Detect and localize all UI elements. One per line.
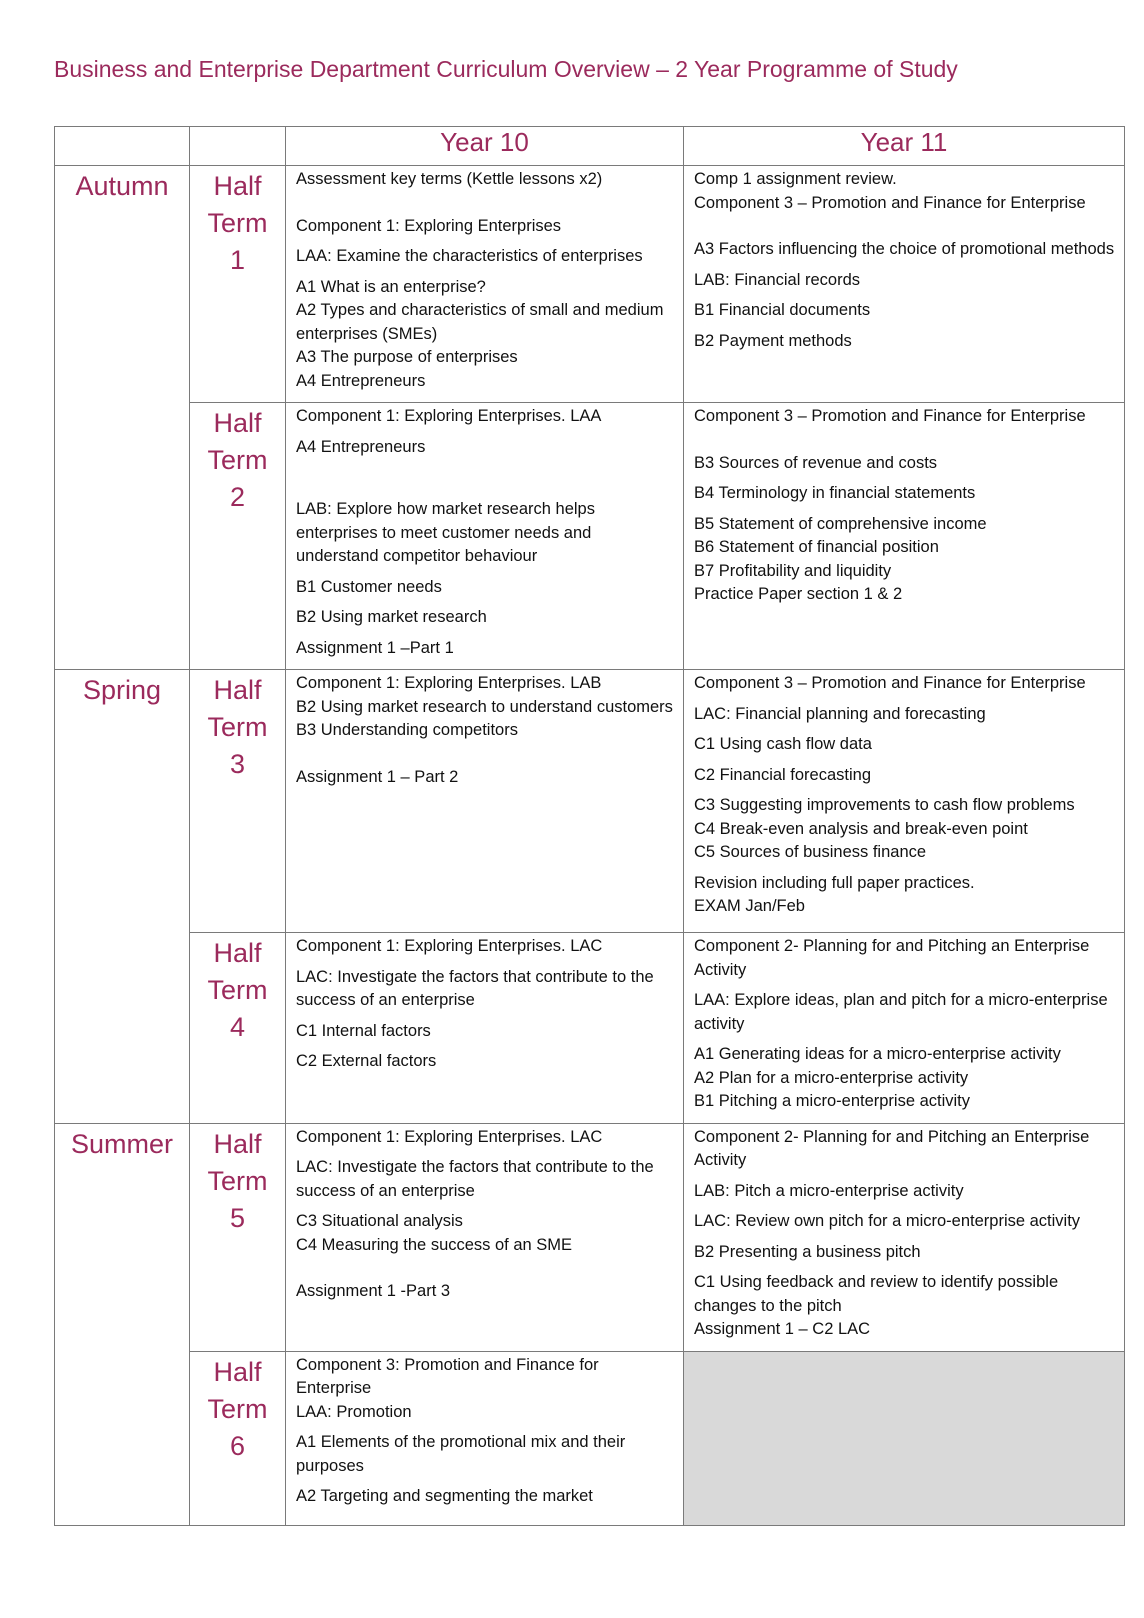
cell-line: LAC: Investigate the factors that contribute to the success of an enterprise <box>296 1158 654 1200</box>
cell-line: Revision including full paper practices. <box>694 873 975 892</box>
blank-line <box>296 466 674 482</box>
cell-paragraph <box>296 606 674 630</box>
year10-cell <box>286 1123 684 1351</box>
year10-cell <box>286 933 684 1124</box>
cell-line: Component 1: Exploring Enterprises. LAB <box>296 674 602 692</box>
cell-paragraph <box>296 1210 674 1257</box>
cell-paragraph <box>694 405 1115 429</box>
cell-paragraph <box>694 168 1115 215</box>
cell-line: LAA: Examine the characteristics of enterprises <box>296 247 643 265</box>
cell-line: A2 Types and characteristics of small and medium enterprises (SMEs) <box>296 301 664 343</box>
cell-line: LAC: Investigate the factors that contribute to the success of an enterprise <box>296 967 654 1009</box>
blank-line <box>694 436 1115 452</box>
cell-line: LAB: Explore how market research helps enterprises to meet customer needs and understand competitor behaviour <box>296 500 595 565</box>
cell-paragraph <box>694 733 1115 757</box>
term-label-line: Half <box>213 408 262 438</box>
row-term-4 <box>55 933 1125 1124</box>
cell-line: Assignment 1 – C2 LAC <box>694 1320 871 1338</box>
cell-line: Component 2- Planning for and Pitching an Enterprise Activity <box>694 1127 1090 1169</box>
cell-paragraph <box>296 672 674 743</box>
year10-cell <box>286 403 684 670</box>
cell-paragraph <box>296 245 674 269</box>
cell-line: Comp 1 assignment review. <box>694 170 897 188</box>
term-label-line: Term <box>207 975 268 1005</box>
cell-paragraph <box>694 672 1115 696</box>
term-label-line: 6 <box>229 1430 246 1461</box>
cell-line: B2 Payment methods <box>694 331 852 350</box>
term-label-line: 2 <box>229 482 246 512</box>
cell-line: C2 Financial forecasting <box>694 765 872 784</box>
blank-line <box>296 199 674 215</box>
cell-paragraph <box>296 1050 674 1074</box>
season-autumn: Autumn <box>55 166 190 670</box>
header-term <box>190 127 286 166</box>
term-label-line: Half <box>213 1128 262 1159</box>
cell-paragraph <box>296 1354 674 1425</box>
header-year10: Year 10 <box>286 127 684 166</box>
cell-paragraph <box>296 1020 674 1044</box>
document-title: Business and Enterprise Department Curriculum Overview – 2 Year Programme of Study <box>54 56 958 82</box>
cell-paragraph <box>694 1126 1115 1173</box>
cell-line: A2 Targeting and segmenting the market <box>296 1487 593 1505</box>
blank-line <box>296 750 674 766</box>
cell-paragraph <box>694 482 1115 506</box>
cell-line: Component 3 – Promotion and Finance for Enterprise <box>694 193 1086 212</box>
cell-line: C1 Using cash flow data <box>694 735 872 753</box>
row-term-6 <box>55 1351 1125 1525</box>
cell-paragraph <box>694 703 1115 727</box>
cell-paragraph <box>694 269 1115 293</box>
term-label-line: Term <box>207 1393 268 1424</box>
cell-line: LAC: Review own pitch for a micro-enterprise activity <box>694 1212 1081 1230</box>
cell-line: A3 The purpose of enterprises <box>296 348 518 366</box>
cell-line: Assignment 1 – Part 2 <box>296 767 459 786</box>
header-season <box>55 127 190 166</box>
cell-paragraph <box>694 935 1115 982</box>
cell-line: LAA: Promotion <box>296 1402 412 1421</box>
term-label-line: Term <box>207 445 268 475</box>
cell-line: Component 1: Exploring Enterprises. LAA <box>296 407 602 425</box>
cell-paragraph <box>296 576 674 600</box>
cell-line: Component 3 – Promotion and Finance for Enterprise <box>694 674 1086 692</box>
year10-cell <box>286 670 684 933</box>
cell-line: LAB: Financial records <box>694 270 860 289</box>
cell-line: B1 Financial documents <box>694 301 871 319</box>
cell-paragraph <box>694 1180 1115 1204</box>
cell-line: Component 1: Exploring Enterprises <box>296 216 562 235</box>
cell-line: Component 3: Promotion and Finance for Enterprise <box>296 1355 599 1397</box>
term-label-line: Term <box>207 1165 268 1196</box>
term-label-1 <box>190 166 286 403</box>
blank-line <box>694 222 1115 238</box>
cell-line: B7 Profitability and liquidity <box>694 561 892 580</box>
cell-line: A1 What is an enterprise? <box>296 277 486 296</box>
cell-paragraph <box>296 436 674 460</box>
cell-line: A1 Elements of the promotional mix and their purposes <box>296 1433 626 1475</box>
cell-line: A4 Entrepreneurs <box>296 437 426 456</box>
cell-line: A2 Plan for a micro-enterprise activity <box>694 1068 969 1087</box>
cell-line: Practice Paper section 1 & 2 <box>694 585 903 603</box>
blank-line <box>296 1264 674 1280</box>
cell-paragraph <box>694 513 1115 607</box>
cell-line: C1 Internal factors <box>296 1021 431 1040</box>
cell-line: A3 Factors influencing the choice of promotional methods <box>694 240 1115 258</box>
cell-line: Assignment 1 -Part 3 <box>296 1282 451 1300</box>
term-label-line: Half <box>213 171 262 201</box>
curriculum-table <box>54 126 1125 1526</box>
season-summer: Summer <box>55 1123 190 1525</box>
cell-paragraph <box>694 238 1115 262</box>
cell-line: Component 2- Planning for and Pitching an Enterprise Activity <box>694 937 1090 979</box>
cell-line: C1 Using feedback and review to identify possible changes to the pitch <box>694 1273 1059 1315</box>
cell-paragraph <box>296 405 674 429</box>
year11-cell <box>684 403 1125 670</box>
term-label-4 <box>190 933 286 1124</box>
cell-line: Component 1: Exploring Enterprises. LAC <box>296 937 603 955</box>
cell-line: B6 Statement of financial position <box>694 538 939 556</box>
term-label-line: Term <box>207 208 268 238</box>
year10-cell <box>286 166 684 403</box>
cell-line: C4 Break-even analysis and break-even point <box>694 819 1028 838</box>
term-label-line: Half <box>213 675 262 705</box>
header-year11: Year 11 <box>684 127 1125 166</box>
cell-paragraph <box>296 1126 674 1150</box>
term-label-5 <box>190 1123 286 1351</box>
cell-paragraph <box>296 1431 674 1478</box>
term-label-line: 3 <box>229 749 246 779</box>
cell-paragraph <box>694 1210 1115 1234</box>
cell-paragraph <box>296 1485 674 1509</box>
cell-line: B5 Statement of comprehensive income <box>694 514 987 533</box>
cell-paragraph <box>694 299 1115 323</box>
cell-paragraph <box>296 498 674 569</box>
cell-line: A4 Entrepreneurs <box>296 371 426 390</box>
year11-cell <box>684 166 1125 403</box>
year11-cell <box>684 1123 1125 1351</box>
cell-paragraph <box>694 1271 1115 1342</box>
cell-line: Component 1: Exploring Enterprises. LAC <box>296 1127 603 1146</box>
cell-line: EXAM Jan/Feb <box>694 897 805 915</box>
term-label-2 <box>190 403 286 670</box>
cell-paragraph <box>296 1280 674 1304</box>
row-term-3 <box>55 670 1125 933</box>
cell-line: C5 Sources of business finance <box>694 843 927 861</box>
cell-paragraph <box>296 168 674 192</box>
row-term-1 <box>55 166 1125 403</box>
term-label-line: 4 <box>229 1012 246 1042</box>
term-label-line: 1 <box>229 245 246 275</box>
cell-line: A1 Generating ideas for a micro-enterprise activity <box>694 1045 1061 1063</box>
cell-line: B3 Understanding competitors <box>296 721 518 739</box>
cell-paragraph <box>694 872 1115 919</box>
cell-paragraph <box>694 989 1115 1036</box>
cell-paragraph <box>296 637 674 661</box>
cell-paragraph <box>694 1043 1115 1114</box>
cell-paragraph <box>296 215 674 239</box>
cell-line: Assessment key terms (Kettle lessons x2) <box>296 170 603 188</box>
cell-paragraph <box>694 794 1115 865</box>
cell-paragraph <box>694 330 1115 354</box>
cell-line: Component 3 – Promotion and Finance for Enterprise <box>694 407 1086 425</box>
cell-line: LAA: Explore ideas, plan and pitch for a micro-enterprise activity <box>694 991 1108 1033</box>
cell-line: B2 Using market research to understand customers <box>296 697 673 716</box>
cell-line: B2 Using market research <box>296 608 487 626</box>
cell-line: C4 Measuring the success of an SME <box>296 1235 573 1254</box>
term-label-line: Half <box>213 1356 262 1387</box>
year11-cell <box>684 670 1125 933</box>
cell-line: LAC: Financial planning and forecasting <box>694 704 986 723</box>
cell-line: C3 Suggesting improvements to cash flow problems <box>694 796 1075 814</box>
cell-line: C3 Situational analysis <box>296 1212 463 1230</box>
term-label-line: Half <box>213 938 262 968</box>
cell-paragraph <box>296 276 674 394</box>
season-spring: Spring <box>55 670 190 1124</box>
cell-paragraph <box>694 452 1115 476</box>
cell-paragraph <box>694 764 1115 788</box>
cell-paragraph <box>296 966 674 1013</box>
cell-line: B2 Presenting a business pitch <box>694 1242 921 1261</box>
cell-line: Assignment 1 –Part 1 <box>296 638 454 657</box>
cell-paragraph <box>296 935 674 959</box>
term-label-line: 5 <box>229 1202 246 1233</box>
year11-cell-empty <box>684 1351 1125 1525</box>
cell-paragraph <box>296 1156 674 1203</box>
term-label-6 <box>190 1351 286 1525</box>
cell-paragraph <box>694 1241 1115 1265</box>
cell-paragraph <box>296 766 674 790</box>
cell-line: LAB: Pitch a micro-enterprise activity <box>694 1181 964 1200</box>
cell-line: B3 Sources of revenue and costs <box>694 453 938 472</box>
header-row <box>55 127 1125 166</box>
row-term-2 <box>55 403 1125 670</box>
year11-cell <box>684 933 1125 1124</box>
cell-line: B1 Pitching a micro-enterprise activity <box>694 1092 971 1110</box>
term-label-3 <box>190 670 286 933</box>
term-label-line: Term <box>207 712 268 742</box>
cell-line: B1 Customer needs <box>296 577 442 596</box>
cell-line: B4 Terminology in financial statements <box>694 484 976 502</box>
cell-line: C2 External factors <box>296 1052 437 1070</box>
row-term-5 <box>55 1123 1125 1351</box>
year10-cell <box>286 1351 684 1525</box>
blank-line <box>296 482 674 498</box>
